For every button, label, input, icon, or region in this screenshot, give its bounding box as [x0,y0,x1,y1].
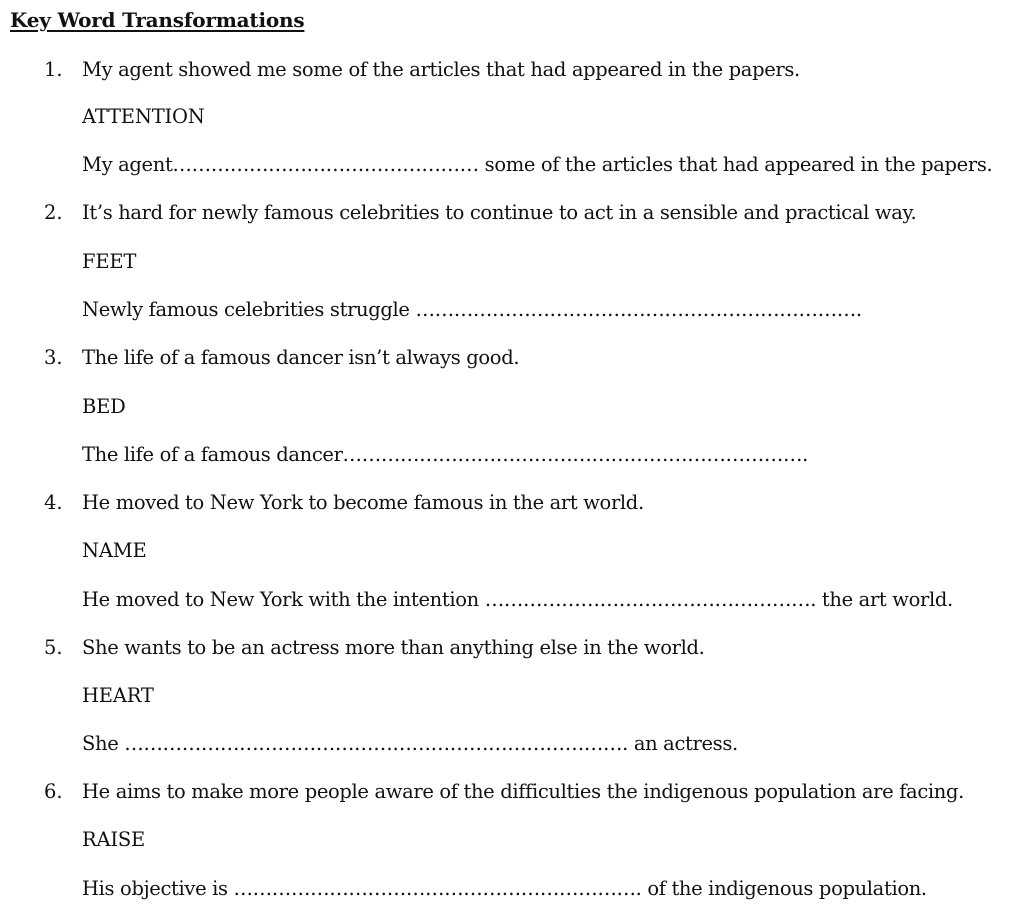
item-3-keyword: BED [82,395,126,418]
item-2-sentence: It’s hard for newly famous celebrities to continue to act in a sensible and practical way. [82,201,917,224]
item-1-sentence: My agent showed me some of the articles that had appeared in the papers. [82,58,800,81]
item-3-number: 3. [44,346,63,369]
item-1-answer: My agent………………………………………… some of the articles that had appeared in the papers. [82,153,993,176]
page-title: Key Word Transformations [10,8,305,32]
item-4-answer: He moved to New York with the intention ……………………………………………. the art world. [82,588,953,611]
item-2-number: 2. [44,201,63,224]
item-3-sentence: The life of a famous dancer isn’t always good. [82,346,520,369]
item-3-answer: The life of a famous dancer………………………………………………………………. [82,443,808,466]
item-1-number: 1. [44,58,63,81]
item-4-keyword: NAME [82,539,147,562]
item-5-sentence: She wants to be an actress more than anything else in the world. [82,636,705,659]
item-4-number: 4. [44,491,63,514]
item-6-number: 6. [44,780,63,803]
item-5-keyword: HEART [82,684,154,707]
item-1-keyword: ATTENTION [82,105,205,128]
item-2-keyword: FEET [82,250,137,273]
item-6-answer: His objective is ………………………………………………………. of the indigenous population. [82,877,927,900]
item-5-number: 5. [44,636,63,659]
item-2-answer: Newly famous celebrities struggle ……………………………………………………………. [82,298,862,321]
item-6-keyword: RAISE [82,828,146,851]
item-5-answer: She ……………………………………………………………………. an actress. [82,732,738,755]
item-4-sentence: He moved to New York to become famous in the art world. [82,491,644,514]
item-6-sentence: He aims to make more people aware of the difficulties the indigenous population are facing. [82,780,964,803]
